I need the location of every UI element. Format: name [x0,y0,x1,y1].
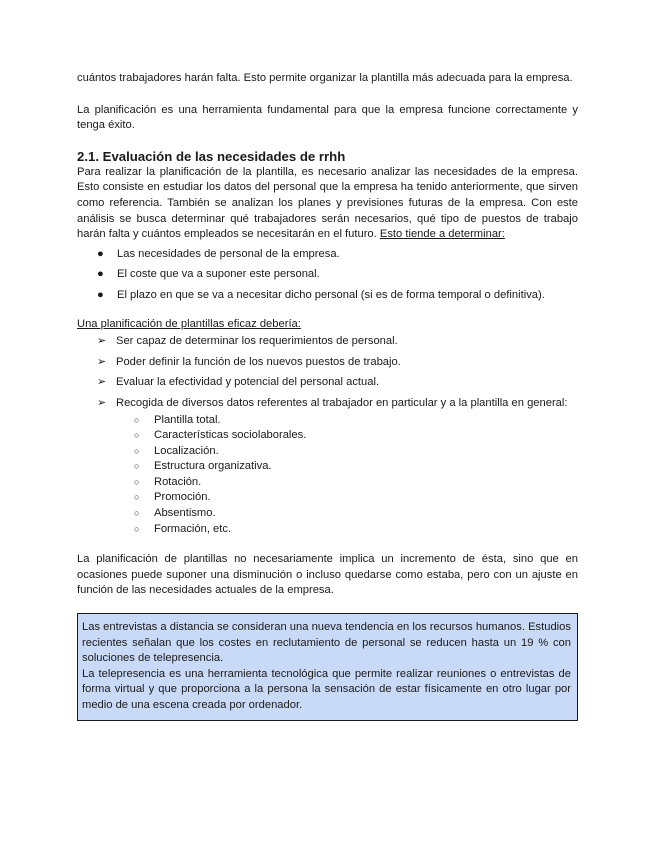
circle-bullet-icon: ○ [134,476,140,487]
circle-bullet-icon: ○ [134,461,140,472]
callout-paragraph-1: Las entrevistas a distancia se consideran una nueva tendencia en los recursos humanos. Estudios recientes señalan que los costes en reclutamiento de personal se reducen hasta un 19 % con soluciones de telepresencia. [82,621,571,665]
sublist-item: ○ Formación, etc. [116,522,578,538]
arrow-bullet-icon: ➢ [97,376,107,389]
intro-paragraph-1: cuántos trabajadores harán falta. Esto permite organizar la plantilla más adecuada para la empresa. [77,72,573,84]
section-title: 2.1. Evaluación de las necesidades de rrhh [77,148,346,164]
circle-bullet-icon: ○ [134,430,140,441]
sublist-item: ○ Características sociolaborales. [116,428,578,444]
document-page [77,71,578,721]
callout-box [77,613,578,721]
intro-paragraph-2: La planificación es una herramienta fundamental para que la empresa funcione correctamente y tenga éxito. [77,103,578,132]
needs-bullet-list [77,247,578,304]
circle-bullet-icon: ○ [134,523,140,534]
sublist-item: ○ Promoción. [116,490,578,506]
callout-paragraph-2: La telepresencia es una herramienta tecnológica que permite realizar reuniones o entrevistas de forma virtual y que proporciona a la persona la sensación de estar físicamente en otro lugar por medio de una escena creada por ordenador. [82,667,571,711]
arrow-bullet-icon: ➢ [97,335,107,348]
data-sublist [116,413,578,538]
list-item: ● El coste que va a suponer este personal. [77,267,578,283]
circle-bullet-icon: ○ [134,414,140,425]
bullet-icon: ● [97,247,104,260]
circle-bullet-icon: ○ [134,508,140,519]
plan-heading: Una planificación de plantillas eficaz debería: [77,317,301,330]
list-item: ● El plazo en que se va a necesitar dicho personal (si es de forma temporal o definitiva). [77,288,578,304]
list-item: ➢ Poder definir la función de los nuevos puestos de trabajo. [77,355,578,371]
sublist-item: ○ Estructura organizativa. [116,459,578,475]
list-item: ➢ Evaluar la efectividad y potencial del personal actual. [77,375,578,391]
sublist-item: ○ Localización. [116,444,578,460]
circle-bullet-icon: ○ [134,445,140,456]
circle-bullet-icon: ○ [134,492,140,503]
sublist-item: ○ Rotación. [116,475,578,491]
section-body [77,165,578,243]
list-item: ➢ Recogida de diversos datos referentes al trabajador en particular y a la plantilla en general: ○ Plantilla total. ○ Características sociolaborales. ○ Localización. ○ Estructura organizativa. ○ Rotación. ○ Promoción. ○ Absentismo. ○ Formación, etc. [77,396,578,537]
sublist-item: ○ Plantilla total. [116,413,578,429]
sublist-item: ○ Absentismo. [116,506,578,522]
bullet-icon: ● [97,288,104,301]
list-item: ● Las necesidades de personal de la empresa. [77,247,578,263]
plan-arrow-list [77,334,578,537]
arrow-bullet-icon: ➢ [97,355,107,368]
section-body-text: Para realizar la planificación de la plantilla, es necesario analizar las necesidades de la empresa. Esto consiste en estudiar los datos del personal que la empresa ha tenido anteriormente, que sirven como referencia. También se analizan los planes y previsiones futuras de la empresa. Con este análisis se busca determinar qué trabajadores serán necesarios, qué tipo de puestos de trabajo harán falta y cuántos empleados se necesitarán en el futuro. [77,165,578,241]
bullet-icon: ● [97,268,104,281]
closing-paragraph: La planificación de plantillas no necesariamente implica un incremento de ésta, sino que en ocasiones puede suponer una disminución o incluso quedarse como estaba, pero con un ajuste en función de las necesidades actuales de la empresa. [77,553,578,597]
arrow-bullet-icon: ➢ [97,396,107,409]
list-item: ➢ Ser capaz de determinar los requerimientos de personal. [77,334,578,350]
section-body-underlined: Esto tiende a determinar: [379,228,505,241]
